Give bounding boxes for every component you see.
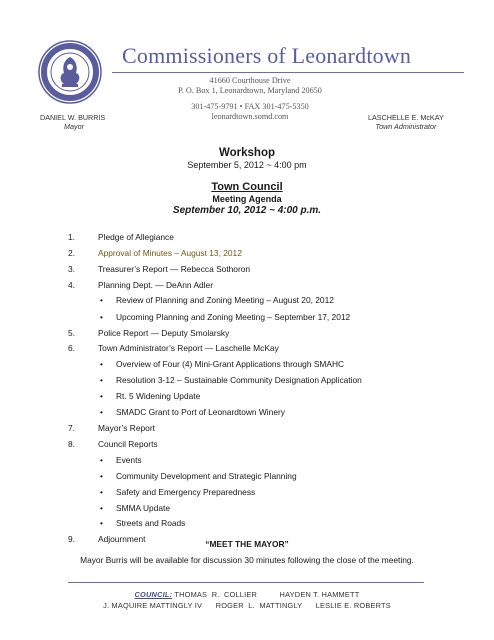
bullet-icon: • [100,391,103,401]
bullet-icon: • [100,359,103,369]
meet-the-mayor-heading: “MEET THE MAYOR” [205,539,289,549]
agenda-item-text: Police Report — Deputy Smolarsky [98,328,230,338]
agenda-item-text: Treasurer’s Report — Rebecca Sothoron [98,264,251,274]
administrator-block [368,113,444,131]
bullet-icon: • [100,487,103,497]
meet-the-mayor-note: Mayor Burris will be available for discussion 30 minutes following the close of the meeting. [80,555,414,565]
agenda-item-text: Mayor’s Report [98,423,155,433]
agenda-subitem-text: Rt. 5 Widening Update [116,391,201,401]
bullet-icon: • [100,503,103,513]
agenda-subitem-text: Upcoming Planning and Zoning Meeting – September 17, 2012 [116,312,351,322]
agenda-item-number: 7. [68,423,75,433]
phone-fax: 301-475-9791 • FAX 301-475-5350 [191,102,309,111]
workshop-title: Workshop [218,147,275,159]
council-members-1: THOMAS R. COLLIER HAYDEN T. HAMMETT [174,590,360,599]
bullet-icon: • [100,407,103,417]
agenda-item-number: 9. [68,534,75,544]
agenda-subitem-text: Review of Planning and Zoning Meeting – August 20, 2012 [116,295,334,305]
administrator-role: Town Administrator [375,122,437,131]
council-label: COUNCIL: [134,590,173,599]
agenda-subitem-text: Safety and Emergency Preparedness [116,487,256,497]
workshop-date: September 5, 2012 ~ 4:00 pm [187,160,307,170]
bullet-icon: • [100,295,103,305]
page-title: Commissioners of Leonardtown [122,43,412,68]
agenda-item-number: 1. [68,232,75,242]
agenda-subitem-text: SMADC Grant to Port of Leonardtown Winery [116,407,285,417]
header-divider [112,72,464,73]
agenda-item-number: 6. [68,343,75,353]
agenda-subitem-text: Streets and Roads [116,518,186,528]
agenda-subitem-text: Community Development and Strategic Planning [116,471,297,481]
council-title: Town Council [211,181,283,193]
agenda-subitem-text: Resolution 3-12 – Sustainable Community Designation Application [116,375,362,385]
agenda-item-text: Planning Dept. — DeAnn Adler [98,280,213,290]
agenda-item-text: Adjournment [98,534,146,544]
town-seal-logo [38,40,102,104]
bullet-icon: • [100,312,103,322]
bullet-icon: • [100,518,103,528]
agenda-item-number: 4. [68,280,75,290]
bullet-icon: • [100,455,103,465]
agenda-item-number: 8. [68,439,75,449]
agenda-item-text: Council Reports [98,439,158,449]
address-line-2: P. O. Box 1, Leonardtown, Maryland 20650 [178,86,322,95]
administrator-name: LASCHELLE E. McKAY [368,113,444,122]
agenda-subitem-text: Overview of Four (4) Mini-Grant Applications through SMAHC [116,359,345,369]
agenda-item-number: 2. [68,248,75,258]
agenda-subitem-text: Events [116,455,142,465]
address-line-1: 41660 Courthouse Drive [209,76,291,85]
mayor-block [40,113,105,131]
council-line-1 [0,590,494,599]
bullet-icon: • [100,471,103,481]
agenda-item-text: Town Administrator’s Report — Laschelle McKay [98,343,279,353]
website: leonardtown.somd.com [211,112,289,121]
mayor-role: Mayor [64,122,84,131]
bullet-icon: • [100,375,103,385]
agenda-item-number: 5. [68,328,75,338]
agenda-item-text: Approval of Minutes – August 13, 2012 [98,248,242,258]
agenda-item-number: 3. [68,264,75,274]
council-date: September 10, 2012 ~ 4:00 p.m. [172,205,322,216]
council-subtitle: Meeting Agenda [212,194,282,204]
agenda-item-text: Pledge of Allegiance [98,232,174,242]
footer-divider [68,582,424,583]
mayor-name: DANIEL W. BURRIS [40,113,106,122]
agenda-subitem-text: SMMA Update [116,503,170,513]
council-members-2: J. MAQUIRE MATTINGLY IV ROGER L. MATTINGLY LESLIE E. ROBERTS [103,601,391,610]
